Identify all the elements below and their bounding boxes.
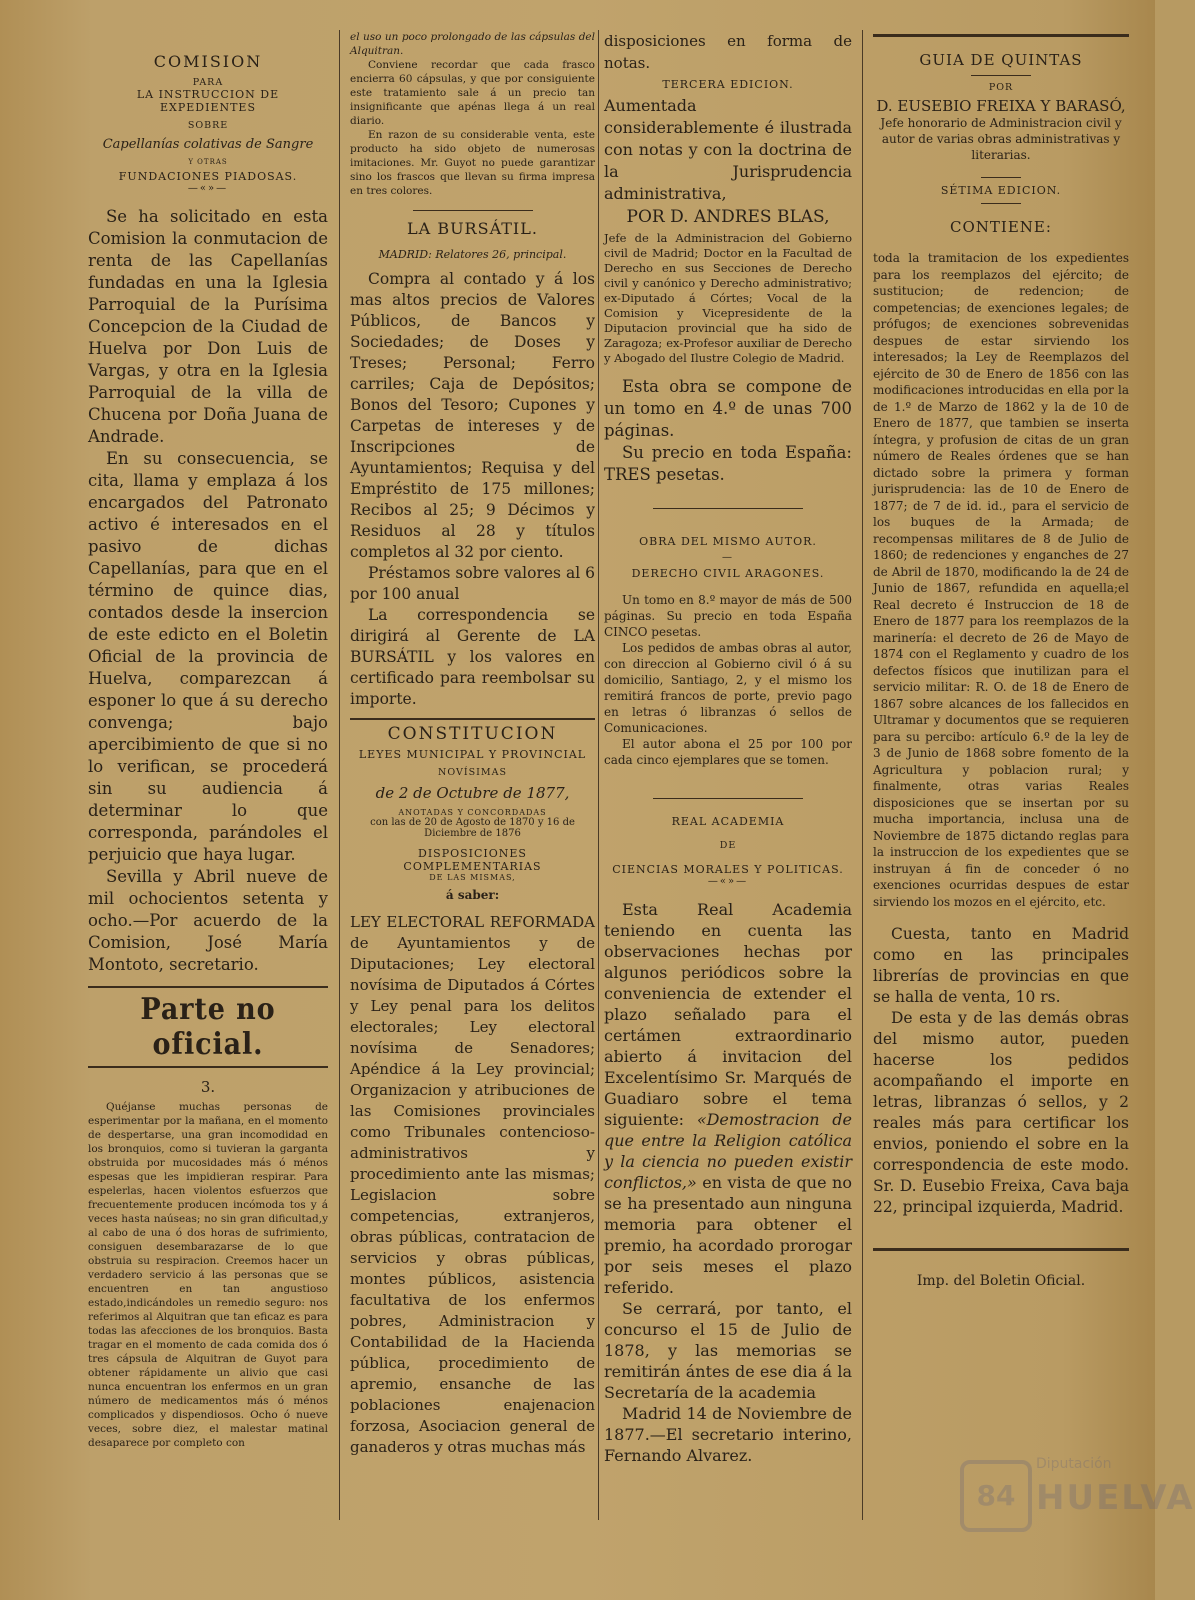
ornament: —«»— bbox=[707, 876, 749, 887]
blas-paragraph: disposiciones en forma de notas. bbox=[604, 32, 852, 72]
academia-text: Esta Real Academia teniendo en cuenta las observaciones hechas por algunos periódicos sobre la conveniencia de extender el plazo señalado para el certámen extraordinario abierto á invitacion del Excelentísimo Sr. Marqués de Guadiaro sobre el tema siguiente: bbox=[604, 900, 852, 1129]
heading-line: ANOTADAS Y CONCORDADAS bbox=[398, 808, 547, 817]
blas-paragraph: Su precio en toda España: TRES pesetas. bbox=[604, 443, 852, 484]
column-2 bbox=[350, 30, 595, 1458]
heading-line: NOVÍSIMAS bbox=[438, 767, 507, 778]
divider bbox=[971, 75, 1031, 76]
heading-line: DE bbox=[719, 840, 737, 851]
article-paragraph: En razon de su considerable venta, este producto ha sido objeto de numerosas imitaciones. Mr. Guyot no puede garantizar sino los frascos que llevan su firma impresa en tres colores. bbox=[350, 129, 595, 197]
divider bbox=[653, 508, 803, 509]
column-3 bbox=[604, 30, 852, 1466]
edition-line: SÉTIMA EDICION. bbox=[940, 184, 1062, 197]
bursatil-paragraph: La correspondencia se dirigirá al Gerente de LA BURSÁTIL y los valores en certificado para reembolsar su importe. bbox=[350, 606, 595, 708]
academia-topic: «Demostracion de que entre la Religion católica y la ciencia no pueden existir conflictos,» bbox=[604, 1110, 852, 1192]
divider bbox=[350, 718, 595, 720]
divider bbox=[981, 177, 1021, 178]
guia-title: GUIA DE QUINTAS bbox=[919, 51, 1083, 69]
heading-line: DISPOSICIONES COMPLEMENTARIAS bbox=[403, 847, 542, 873]
heading-line: DERECHO CIVIL ARAGONES. bbox=[631, 567, 825, 580]
heading-line: á saber: bbox=[445, 888, 500, 902]
bursatil-address: MADRID: Relatores 26, principal. bbox=[378, 248, 567, 261]
column-rule bbox=[598, 30, 599, 1520]
ornament: —«»— bbox=[187, 183, 229, 194]
author-line: D. EUSEBIO FREIXA Y BARASÓ, bbox=[876, 97, 1126, 115]
edict-signature: Sevilla y Abril nueve de mil ochocientos setenta y ocho.—Por acuerdo de la Comision, José María Montoto, secretario. bbox=[88, 867, 328, 974]
guia-paragraph: De esta y de las demás obras del mismo autor, pueden hacerse los pedidos acompañando el importe en letras, libranzas ó sellos, y 2 reales más para certificar los envios, poniendo el sobre en la correspondencia de este modo. Sr. D. Eusebio Freixa, Cava baja 22, principal izquierda, Madrid. bbox=[873, 1009, 1129, 1216]
heading-line: REAL ACADEMIA bbox=[671, 815, 785, 828]
divider bbox=[873, 34, 1129, 37]
academia-text: en vista de que no se ha presentado aun ninguna memoria para obtener el premio, ha acordado prorogar por seis meses el plazo referido. bbox=[604, 1173, 852, 1297]
heading-line: Y OTRAS bbox=[188, 158, 228, 166]
heading-line: Capellanías colativas de Sangre bbox=[102, 137, 314, 152]
heading-line: de 2 de Octubre de 1877, bbox=[375, 784, 570, 802]
divider bbox=[413, 210, 533, 211]
edict-paragraph: En su consecuencia, se cita, llama y emplaza á los encargados del Patronato activo é interesados en el pasivo de dichas Capellanías, para que en el término de quince dias, contados desde la insercion de este edicto en el Boletin Oficial de la provincia de Huelva, comparezcan á esponer lo que á su derecho convenga; bajo apercibimiento de que si no lo verifican, se procederá sin su audiencia á determinar lo que corresponda, parándoles el perjuicio que haya lugar. bbox=[88, 449, 328, 864]
heading-line: POR bbox=[988, 82, 1014, 93]
archive-watermark bbox=[960, 1430, 1195, 1550]
item-number: 3. bbox=[200, 1078, 216, 1096]
heading-line: CONTIENE: bbox=[950, 218, 1052, 236]
academia-paragraph bbox=[604, 899, 852, 1298]
academia-paragraph: Se cerrará, por tanto, el concurso el 15 de Julio de 1878, y las memorias se remitirán ántes de ese dia á la Secretaría de la academia bbox=[604, 1299, 852, 1402]
section-title: Parte no oficial. bbox=[140, 992, 276, 1062]
edition-line: TERCERA EDICION. bbox=[662, 78, 794, 91]
column-rule bbox=[339, 30, 340, 1520]
heading-line: FUNDACIONES PIADOSAS. bbox=[118, 170, 298, 183]
guia-paragraph: Jefe honorario de Administracion civil y autor de varias obras administrativas y literarias. bbox=[880, 116, 1122, 162]
divider bbox=[653, 798, 803, 799]
watermark-label: HUELVA bbox=[1036, 1478, 1195, 1518]
heading-line: DE LAS MISMAS, bbox=[429, 873, 516, 882]
bursatil-title: LA BURSÁTIL. bbox=[407, 219, 538, 238]
ornament: — bbox=[722, 552, 734, 563]
heading-line: LA INSTRUCCION DE EXPEDIENTES bbox=[136, 88, 280, 114]
heading-line: PARA bbox=[192, 77, 224, 88]
watermark-caption: Diputación bbox=[1036, 1456, 1112, 1472]
blas-paragraph: Los pedidos de ambas obras al autor, con direccion al Gobierno civil ó á su domicilio, Santiago, 2, y el mismo los remitirá francos de porte, previo pago en letras ó libranzas ó sellos de Comunicaciones. bbox=[604, 641, 852, 735]
comision-title: COMISION bbox=[153, 52, 263, 71]
bursatil-paragraph: Compra al contado y á los mas altos precios de Valores Públicos, de Bancos y Sociedades; de Doses y Treses; Personal; Ferro carriles; Caja de Depósitos; Bonos del Tesoro; Cupones y Carpetas de intereses y de Inscripciones de Ayuntamientos; Requisa y del Empréstito de 175 millones; Recibos al 25; 9 Décimos y Residuos al 28 y títulos completos al 32 por ciento. bbox=[350, 270, 595, 561]
blas-paragraph: Aumentada considerablemente é ilustrada con notas y con la doctrina de la Jurisprudencia administrativa, bbox=[604, 96, 852, 203]
heading-line: OBRA DEL MISMO AUTOR. bbox=[639, 535, 817, 548]
divider bbox=[873, 1248, 1129, 1251]
constitucion-title: CONSTITUCION bbox=[387, 724, 558, 744]
author-line: POR D. ANDRES BLAS, bbox=[626, 207, 830, 227]
edict-paragraph: Se ha solicitado en esta Comision la conmutacion de renta de las Capellanías fundadas en una la Iglesia Parroquial de la Purísima Concepcion de la Ciudad de Huelva por Don Luis de Vargas, y otra en la Iglesia Parroquial de la villa de Chucena por Doña Juana de Andrade. bbox=[88, 207, 328, 446]
imprint: Imp. del Boletin Oficial. bbox=[916, 1273, 1086, 1289]
heading-line: LEYES MUNICIPAL Y PROVINCIAL bbox=[358, 748, 587, 761]
divider bbox=[981, 203, 1021, 204]
divider bbox=[88, 986, 328, 988]
watermark-emblem: 84 bbox=[960, 1460, 1032, 1532]
column-4 bbox=[873, 30, 1129, 1289]
article-paragraph: el uso un poco prolongado de las cápsulas del Alquitran. bbox=[350, 31, 595, 57]
guia-paragraph: Cuesta, tanto en Madrid como en las principales librerías de provincias en que se halla de venta, 10 rs. bbox=[873, 925, 1129, 1006]
bursatil-paragraph: Préstamos sobre valores al 6 por 100 anual bbox=[350, 564, 595, 603]
blas-paragraph: Esta obra se compone de un tomo en 4.º de unas 700 páginas. bbox=[604, 377, 852, 440]
heading-line: CIENCIAS MORALES Y POLITICAS. bbox=[612, 863, 844, 876]
divider bbox=[88, 1066, 328, 1068]
article-paragraph: Conviene recordar que cada frasco encierra 60 cápsulas, y que por consiguiente este tratamiento sale á un precio tan insignificante que apénas llega á un real diario. bbox=[350, 59, 595, 127]
blas-paragraph: El autor abona el 25 por 100 por cada cinco ejemplares que se tomen. bbox=[604, 737, 852, 767]
guia-paragraph: toda la tramitacion de los expedientes para los reemplazos del ejército; de sustitucion; de redencion; de competencias; de exenciones legales; de prófugos; de exenciones sobrevenidas despues de estar sirviendo los interesados; la Ley de Reemplazos del ejército de 30 de Enero de 1856 con las modificaciones introducidas en ella por la de 1.º de Marzo de 1862 y la de 10 de Enero de 1877, que tambien se inserta íntegra, y profusion de citas de un gran número de Reales órdenes que se han dictado sobre la primera y forman jurisprudencia: las de 10 de Enero de 1877; de 7 de id. id., para el servicio de los buques de la Armada; de recompensas militares de 8 de Julio de 1860; de redenciones y enganches de 27 de Abril de 1870, modificando la de 24 de Junio de 1867, refundida en aquella;el Real decreto é Instruccion de 18 de Enero de 1877 para los reemplazos de la marinería: el decreto de 26 de Mayo de 1874 con el Reglamento y cuadro de los defectos físicos que inutilizan para el servicio militar: R. O. de 18 de Enero de 1867 sobre alcances de los fallecidos en Ultramar y documentos que se requieren para su percibo: artículo 6.º de la ley de 3 de Junio de 1868 sobre fomento de la Agricultura y poblacion rural; y finalmente, otras varias Reales disposiciones que se insertan por su mucha importancia, inclusa una de Noviembre de 1875 dictando reglas para la instruccion de los expedientes que se instruyan á fin de conceder ó no exenciones ocurridas despues de estar sirviendo los mozos en el ejército, etc. bbox=[873, 251, 1129, 909]
academia-signature: Madrid 14 de Noviembre de 1877.—El secretario interino, Fernando Alvarez. bbox=[604, 1404, 852, 1465]
article-paragraph: Quéjanse muchas personas de esperimentar por la mañana, en el momento de despertarse, una gran incomodidad en los bronquios, como si tuvieran la garganta obstruida por mucosidades más ó ménos espesas que les impidieran respirar. Para espelerlas, hacen violentos esfuerzos que frecuentemente producen incómoda tos y á veces hasta naúseas; no sin gran dificultad,y al cabo de una ó dos horas de sufrimiento, consiguen desembarazarse de lo que obstruia su respiracion. Creemos hacer un verdadero servicio á las personas que se encuentren en tan angustioso estado,indicándoles un remedio seguro: nos referimos al Alquitran que tan eficaz es para todas las afecciones de los bronquios. Basta tragar en el momento de cada comida dos ó tres cápsula de Alquitran de Guyot para obtener rápidamente un alivio que casi nunca encuentran los enfermos en un gran número de medicamentos más ó ménos complicados y dispendiosos. Ocho ó nueve veces, sobre diez, el malestar matinal desaparece por completo con bbox=[88, 1101, 328, 1449]
column-rule bbox=[862, 30, 863, 1520]
heading-line: con las de 20 de Agosto de 1870 y 16 de Diciembre de 1876 bbox=[370, 817, 575, 839]
blas-paragraph: Jefe de la Administracion del Gobierno civil de Madrid; Doctor en la Facultad de Derecho en sus Secciones de Derecho civil y canónico y Derecho administrativo; ex-Diputado á Córtes; Vocal de la Comision y Vicepresidente de la Diputacion provincial que ha sido de Zaragoza; ex-Profesor auxiliar de Derecho y Abogado del Ilustre Colegio de Madrid. bbox=[604, 231, 852, 365]
blas-paragraph: Un tomo en 8.º mayor de más de 500 páginas. Su precio en toda España CINCO pesetas. bbox=[604, 593, 852, 639]
column-1 bbox=[88, 30, 328, 1450]
constitucion-paragraph: LEY ELECTORAL REFORMADA de Ayuntamientos y de Diputaciones; Ley electoral novísima de Diputados á Córtes y Ley penal para los delitos electorales; Ley electoral novísima de Senadores; Apéndice á la Ley provincial; Organizacion y atribuciones de las Comisiones provinciales como Tribunales contencioso-administrativos y procedimiento ante las mismas; Legislacion sobre competencias, extranjeros, obras públicas, contratacion de servicios y obras públicas, montes públicos, asistencia facultativa de los enfermos pobres, Administracion y Contabilidad de la Hacienda pública, procedimiento de apremio, ensanche de las poblaciones enajenacion forzosa, Asociacion general de ganaderos y otras muchas más bbox=[350, 913, 595, 1456]
heading-line: SOBRE bbox=[187, 120, 229, 131]
